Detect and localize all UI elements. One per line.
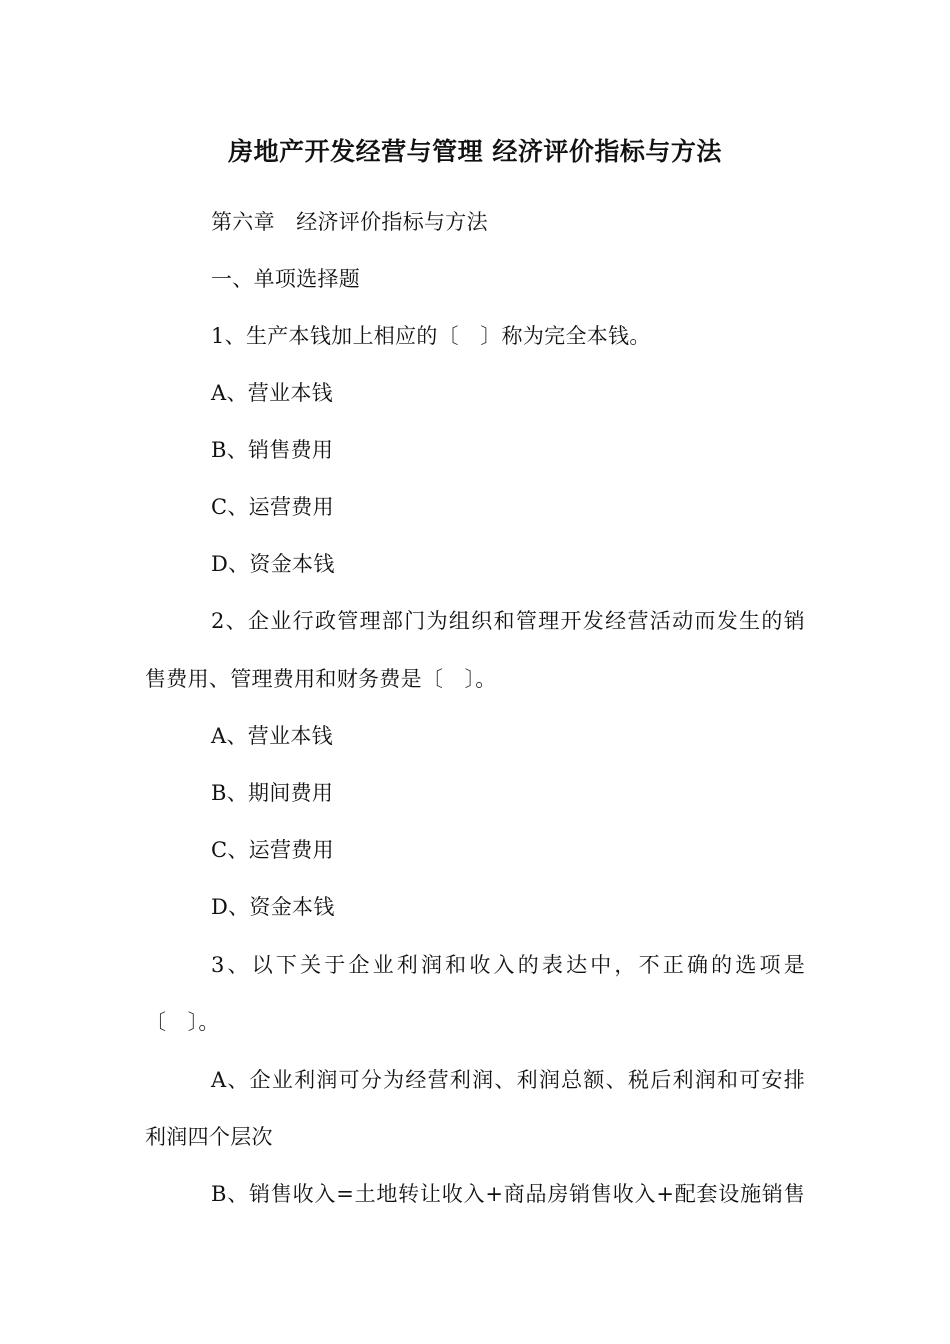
question-2-option-d: D、资金本钱	[211, 895, 335, 919]
document-title: 房地产开发经营与管理 经济评价指标与方法	[228, 137, 722, 166]
question-1-option-d: D、资金本钱	[211, 552, 335, 576]
chapter-heading: 第六章 经济评价指标与方法	[211, 210, 488, 234]
question-3-option-a-line-2: 利润四个层次	[145, 1125, 273, 1149]
question-2-option-c: C、运营费用	[211, 838, 334, 862]
question-1-option-a: A、营业本钱	[211, 381, 333, 405]
question-1-option-b: B、销售费用	[211, 438, 334, 462]
question-2-stem-line-2: 售费用、管理费用和财务费是〔 〕。	[145, 667, 497, 691]
question-3-option-a-line-1: A、企业利润可分为经营利润、利润总额、税后利润和可安排	[211, 1068, 805, 1092]
question-1-stem: 1、生产本钱加上相应的〔 〕称为完全本钱。	[211, 324, 651, 348]
question-3-stem-line-2: 〔 〕。	[145, 1010, 220, 1034]
section-heading: 一、单项选择题	[211, 267, 361, 291]
question-2-option-b: B、期间费用	[211, 781, 334, 805]
question-1-option-c: C、运营费用	[211, 495, 334, 519]
question-2-stem-line-1: 2、企业行政管理部门为组织和管理开发经营活动而发生的销	[211, 609, 805, 633]
question-3-stem-line-1: 3、以下关于企业利润和收入的表达中，不正确的选项是	[211, 953, 805, 977]
question-2-option-a: A、营业本钱	[211, 724, 333, 748]
question-3-option-b-line-1: B、销售收入=土地转让收入+商品房销售收入+配套设施销售	[211, 1182, 805, 1206]
